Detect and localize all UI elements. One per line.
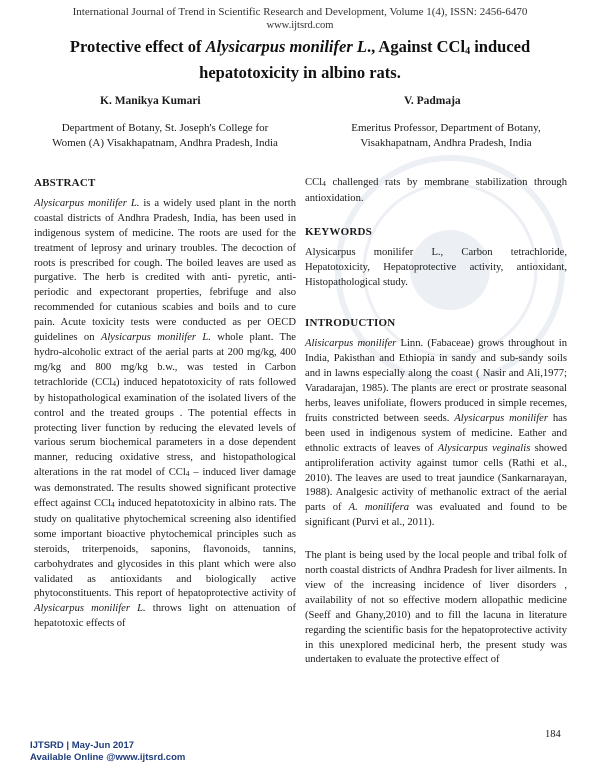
species-name: A. monilifera (348, 502, 410, 514)
species-name: Alisicarpus monilifer (305, 338, 397, 350)
footer-availability-link[interactable]: Available Online @www.ijtsrd.com (30, 752, 186, 763)
species-name: Alysicarpus veginalis (437, 442, 531, 454)
page-title (20, 36, 580, 83)
author-affiliation-2 (330, 121, 562, 150)
left-column (34, 176, 296, 636)
abstract-paragraph (34, 197, 296, 632)
author-name-2: V. Padmaja (404, 95, 461, 107)
abstract-text: – induced liver damage was demonstrated. The results showed significant protective effect against CCl (34, 467, 296, 510)
introduction-text: showed antiproliferation activity against tumor cells (Rathi et al., 2010). The leaves are used to treat jaundice (Sankarnarayan, 1988). Analgesic activity of methanolic extract of the aerial parts of (305, 442, 567, 514)
subscript: 4 (111, 500, 115, 510)
subscript: 4 (112, 378, 116, 388)
right-column (305, 176, 567, 672)
species-name: Alysicarpus monilifer L. (34, 197, 140, 209)
introduction-paragraph: The plant is being used by the local people and tribal folk of north coastal districts of Andhra Pradesh for liver ailments. In view of the increasing incidence of liver disorders , availability of not so effective modern allopathic medicine (Seeff and Ghany,2010) and to fill the lacuna in literature regarding the scientific basis for the hepatoprotective activity in this unexplored medicinal herb, the present study was undertaken to evaluate the protective effect of (305, 550, 567, 666)
title-mid: ., Against CCl (366, 37, 466, 56)
footer-journal-issue: IJTSRD | May-Jun 2017 (30, 740, 135, 751)
affiliation-line: Department of Botany, St. Joseph's College for (61, 122, 269, 134)
title-suffix: induced hepatotoxicity in albino rats. (199, 37, 531, 82)
title-species: Alysicarpus monilifer L (205, 37, 367, 56)
page-number: 184 (545, 729, 561, 740)
abstract-heading: ABSTRACT (34, 177, 96, 189)
species-name: Alysicarpus monilifer (454, 412, 548, 424)
species-name: Alysicarpus monilifer L. (34, 603, 146, 615)
abstract-text: ) induced hepatotoxicity of rats followed by histopathological examination of the isolated livers of the control and the treated groups . The potential effects in protecting liver function by reducing the elevated levels of various serum biochemical parameters in a dose dependent manner, reducing oxidative stress, and histopathological alterations in the rat model of CCl (34, 376, 297, 479)
abstract-text: throws light on attenuation of hepatotoxic effects of (34, 603, 297, 630)
abstract-text: challenged rats by membrane stabilization through antioxidation. (305, 177, 567, 204)
affiliation-line: Women (A) Visakhapatnam, Andhra Pradesh, India (52, 136, 278, 149)
abstract-text: induced hepatotoxicity in albino rats. The study on qualitative phytochemical screening also identified some important bioactive phytochemical principles such as steroids, triterpenoids, saponins, flavonoids, tannins, carbohydrates and glycosides in this plant which were also validated as antioxidants and biologically active phytoconstituents. This report of hepatoprotective activity of (34, 498, 296, 600)
species-name: Alysicarpus monilifer L. (100, 332, 211, 344)
journal-header: International Journal of Trend in Scientific Research and Development, Volume 1(4), ISSN: 2456-6470 (72, 6, 528, 18)
author-name-1: K. Manikya Kumari (100, 95, 201, 107)
introduction-heading: INTRODUCTION (305, 317, 396, 330)
abstract-text: CCl (305, 177, 323, 188)
page-footer (30, 740, 185, 764)
introduction-text: was evaluated and found to be significant (Purvi et al., 2011). (305, 502, 567, 529)
author-affiliation-1 (34, 121, 296, 150)
journal-url[interactable]: www.ijtsrd.com (266, 20, 334, 31)
title-prefix: Protective effect of (69, 37, 206, 56)
subscript: 4 (322, 179, 326, 188)
abstract-continuation (305, 176, 567, 207)
keywords-text: Alysicarpus monilifer L., Carbon tetrachloride, Hepatotoxicity, Hepatoprotective activity, antioxidant, Histopathological study. (305, 246, 567, 288)
subscript: 4 (185, 469, 190, 479)
affiliation-line: Emeritus Professor, Department of Botany, (351, 122, 541, 134)
abstract-text: is a widely used plant in the north coastal districts of Andhra Pradesh, India, has been used in indigenous system of medicine. The roots are used for the treatment of leprosy and urinary troubles. The decoction of roots is prescribed for cough. The boiled leaves are used as purgative. The herb is credited with anti- pyretic, anti- periodic and expectorant properties, febrifuge and also recommended for cutanious scabies and boils and to cure pain. Acute toxicity tests were conducted as per OECD guidelines on (34, 197, 296, 344)
introduction-paragraph (305, 337, 567, 531)
abstract-text: whole plant. The hydro-alcoholic extract of the aerial parts at 200 mg/kg, 400 mg/kg and 800 mg/kg b.w., was tested in Carbon tetrachloride (CCl (34, 332, 296, 388)
keywords-heading: KEYWORDS (305, 225, 372, 238)
affiliation-line: Visakhapatnam, Andhra Pradesh, India (360, 136, 532, 149)
title-subscript: 4 (465, 46, 471, 57)
introduction-text: has been used in indigenous system of medicine. Eather and ethnolic extracts of leaves of (305, 412, 567, 454)
introduction-text: Linn. (Fabaceae) grows throughout in India, Pakisthan and Ethiopia in sandy and sub-sandy soils and in lawns especially along the coast ( Nasir and Ali,1977; Varadarajan, 1985). The plants are erect or prostrate seasonal herbs, leaves unifoliate, flowers produced in simple recemes, fruits constricted between seeds. (305, 338, 567, 424)
